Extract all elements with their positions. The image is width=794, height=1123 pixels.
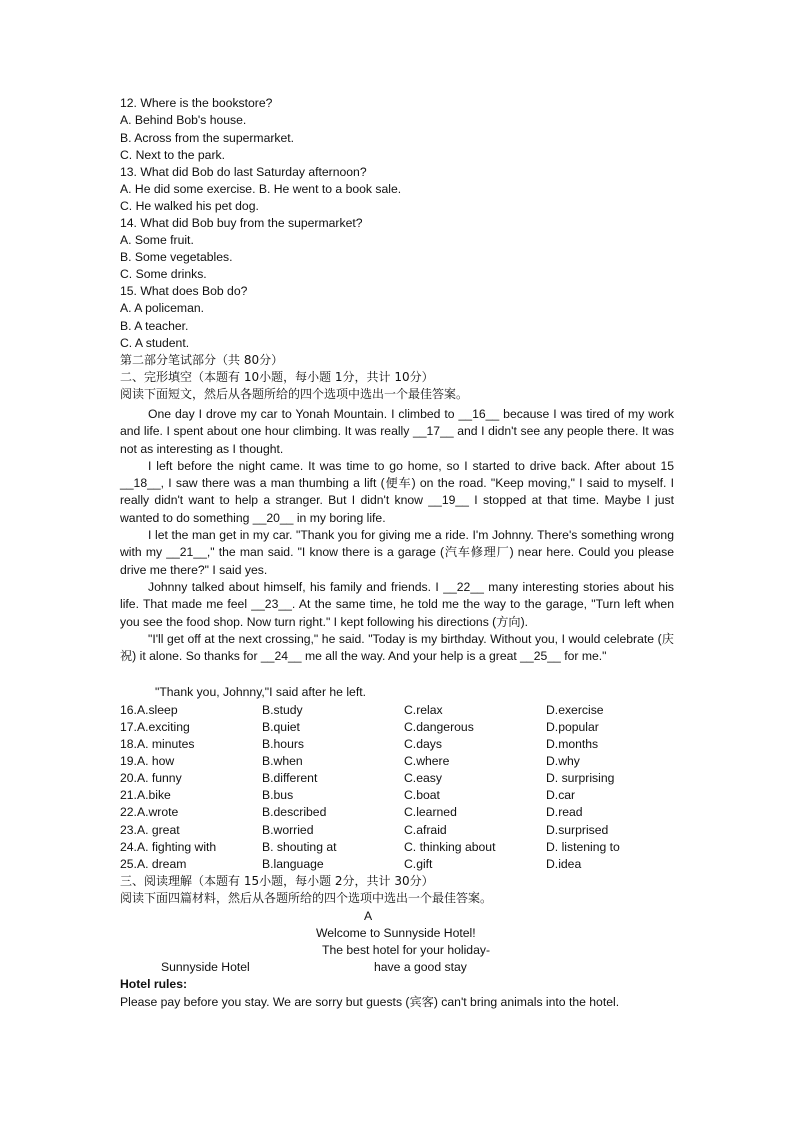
option-17d: D.popular xyxy=(546,720,599,734)
passage-label: A xyxy=(364,909,373,923)
reading-instruction: 阅读下面四篇材料，然后从各题所给的四个选项中选出一个最佳答案。 xyxy=(120,891,493,905)
option-21c: C.boat xyxy=(404,788,440,802)
option-20b: B.different xyxy=(262,771,318,785)
option-21b: B.bus xyxy=(262,788,294,802)
question-13: 13. What did Bob do last Saturday afternoon? xyxy=(120,165,367,179)
option-23b: B.worried xyxy=(262,823,314,837)
hotel-slogan-line2: have a good stay xyxy=(374,960,467,974)
hotel-rules-title: Hotel rules: xyxy=(120,977,188,991)
option-22b: B.described xyxy=(262,805,327,819)
option-21d: D.car xyxy=(546,788,576,802)
option-22a: 22.A.wrote xyxy=(120,805,179,819)
option-12c: C. Next to the park. xyxy=(120,148,225,162)
part2-title: 第二部分笔试部分（共 80分） xyxy=(120,353,284,367)
option-17b: B.quiet xyxy=(262,720,300,734)
option-16d: D.exercise xyxy=(546,703,604,717)
option-23a: 23.A. great xyxy=(120,823,180,837)
hotel-rules-text: Please pay before you stay. We are sorry but guests (宾客) can't bring animals into the hotel. xyxy=(120,995,620,1009)
option-25a: 25.A. dream xyxy=(120,857,187,871)
option-24c: C. thinking about xyxy=(404,840,496,854)
option-18c: C.days xyxy=(404,737,442,751)
hotel-slogan-line1: The best hotel for your holiday- xyxy=(322,943,491,957)
option-22c: C.learned xyxy=(404,805,457,819)
option-18a: 18.A. minutes xyxy=(120,737,195,751)
option-14b: B. Some vegetables. xyxy=(120,250,233,264)
option-16b: B.study xyxy=(262,703,303,717)
hotel-welcome: Welcome to Sunnyside Hotel! xyxy=(316,926,476,940)
option-15c: C. A student. xyxy=(120,336,190,350)
option-23c: C.afraid xyxy=(404,823,447,837)
option-25c: C.gift xyxy=(404,857,433,871)
option-18b: B.hours xyxy=(262,737,305,751)
option-19b: B.when xyxy=(262,754,303,768)
option-13c: C. He walked his pet dog. xyxy=(120,199,259,213)
cloze-paragraph-5: "I'll get off at the next crossing," he said. "Today is my birthday. Without you, I would celebrate (庆祝) it alone. So thanks for __24__ me all the way. And your help is a great __25__ for me." xyxy=(120,631,674,664)
hotel-name: Sunnyside Hotel xyxy=(161,960,250,974)
option-24d: D. listening to xyxy=(546,840,620,854)
option-23d: D.surprised xyxy=(546,823,609,837)
option-20c: C.easy xyxy=(404,771,442,785)
cloze-heading: 二、完形填空（本题有 10小题，每小题 1分，共计 10分） xyxy=(120,370,434,384)
cloze-paragraph-2: I left before the night came. It was time to go home, so I started to drive back. After about 15 __18__, I saw there was a man thumbing a lift (便车) on the road. "Keep moving," I said to myself. I really didn't want to help a stranger. But I didn't know __19__ I stopped at that time. Maybe I just wanted to do something __20__ in my boring life. xyxy=(120,458,674,525)
option-16a: 16.A.sleep xyxy=(120,703,178,717)
cloze-closing-line: "Thank you, Johnny,"I said after he left. xyxy=(155,685,366,699)
option-19a: 19.A. how xyxy=(120,754,175,768)
option-20d: D. surprising xyxy=(546,771,615,785)
cloze-paragraph-4: Johnny talked about himself, his family and friends. I __22__ many interesting stories about his life. That made me feel __23__. At the same time, he told me the way to the garage, "Turn left when you see the food shop. Now turn right." I kept following his directions (方向). xyxy=(120,579,674,629)
option-25b: B.language xyxy=(262,857,324,871)
cloze-passage xyxy=(120,406,674,665)
option-17a: 17.A.exciting xyxy=(120,720,190,734)
option-15b: B. A teacher. xyxy=(120,319,189,333)
option-22d: D.read xyxy=(546,805,583,819)
option-16c: C.relax xyxy=(404,703,443,717)
option-19c: C.where xyxy=(404,754,450,768)
option-13ab: A. He did some exercise. B. He went to a book sale. xyxy=(120,182,402,196)
question-14: 14. What did Bob buy from the supermarket? xyxy=(120,216,363,230)
question-12: 12. Where is the bookstore? xyxy=(120,96,273,110)
option-17c: C.dangerous xyxy=(404,720,474,734)
option-12a: A. Behind Bob's house. xyxy=(120,113,247,127)
question-15: 15. What does Bob do? xyxy=(120,284,248,298)
option-15a: A. A policeman. xyxy=(120,301,205,315)
cloze-paragraph-1: One day I drove my car to Yonah Mountain. I climbed to __16__ because I was tired of my work and life. I spent about one hour climbing. It was really __17__ and I didn't see any people there. It was not as interesting as I thought. xyxy=(120,407,674,456)
option-14a: A. Some fruit. xyxy=(120,233,194,247)
option-21a: 21.A.bike xyxy=(120,788,171,802)
option-25d: D.idea xyxy=(546,857,582,871)
cloze-paragraph-3: I let the man get in my car. "Thank you for giving me a ride. I'm Johnny. There's something wrong with my __21__," the man said. "I know there is a garage (汽车修理厂) near here. Could you please drive me there?" I said yes. xyxy=(120,528,674,577)
option-19d: D.why xyxy=(546,754,580,768)
reading-heading: 三、阅读理解（本题有 15小题，每小题 2分，共计 30分） xyxy=(120,874,434,888)
option-14c: C. Some drinks. xyxy=(120,267,207,281)
option-20a: 20.A. funny xyxy=(120,771,182,785)
option-18d: D.months xyxy=(546,737,599,751)
option-24b: B. shouting at xyxy=(262,840,337,854)
option-12b: B. Across from the supermarket. xyxy=(120,131,295,145)
option-24a: 24.A. fighting with xyxy=(120,840,217,854)
cloze-instruction: 阅读下面短文，然后从各题所给的四个选项中选出一个最佳答案。 xyxy=(120,387,469,401)
